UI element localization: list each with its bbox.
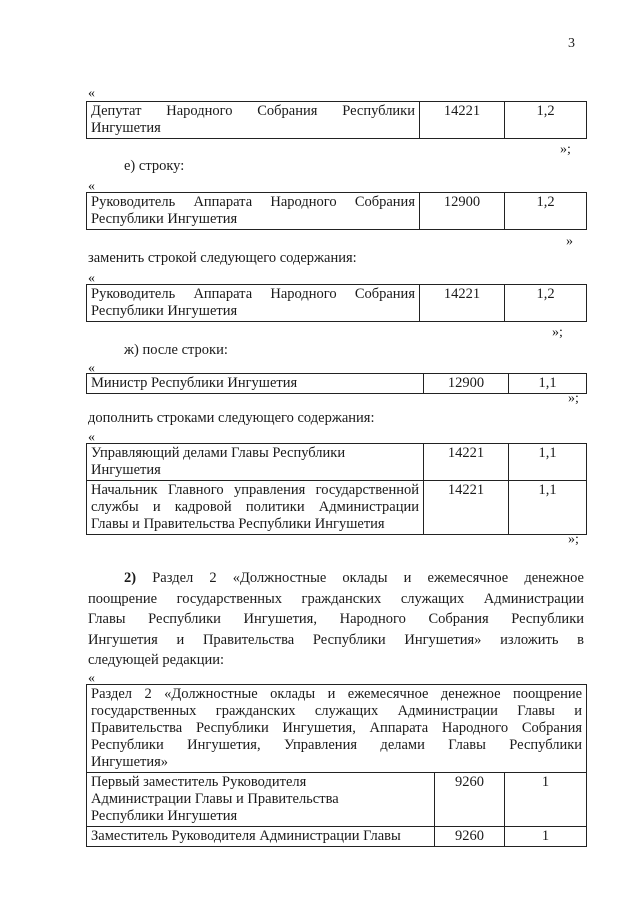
salary-cell: 12900 (420, 193, 505, 230)
position-title-line: Республики Ингушетия (91, 303, 238, 319)
table-deputy-old (86, 101, 587, 139)
table-row (87, 773, 587, 827)
table-row (87, 827, 587, 847)
position-title-line: Республики Ингушетия (91, 211, 238, 227)
position-title (87, 285, 420, 322)
table-row (87, 102, 587, 139)
header-line: Ингушетия» (91, 754, 169, 770)
position-title-line: Ингушетия (91, 462, 161, 478)
position-title-line: Первый заместитель Руководителя (91, 774, 307, 790)
paragraph-line: следующей редакции: (88, 652, 225, 668)
clause-label: е) строку: (124, 158, 185, 174)
header-line: Раздел 2 «Должностные оклады и ежемесячное денежное поощрение (91, 686, 583, 702)
coefficient-cell: 1,1 (509, 374, 587, 394)
paragraph-line: Ингушетия и Правительства Республики Ингушетия» изложить в (88, 631, 584, 648)
open-quote: « (88, 179, 95, 194)
position-title-line: Главы и Правительства Республики Ингушетия (91, 516, 385, 532)
position-title-line: службы и кадровой политики Администрации (91, 499, 419, 515)
position-title-line: Ингушетия (91, 120, 161, 136)
item-number: 2) (124, 570, 137, 586)
header-line: государственных гражданских служащих Администрации Главы и (91, 703, 583, 719)
table-row (87, 481, 587, 535)
coefficient-cell: 1,1 (509, 481, 587, 535)
close-quote: »; (552, 325, 563, 340)
close-quote: »; (568, 391, 579, 406)
open-quote: « (88, 671, 95, 686)
clause-label: дополнить строками следующего содержания: (88, 410, 375, 426)
paragraph-line: 2) Раздел 2 «Должностные оклады и ежемесячное денежное (124, 570, 584, 586)
header-line: Республики Ингушетия, Управления делами Главы Республики (91, 737, 583, 753)
clause-label: заменить строкой следующего содержания: (88, 250, 357, 266)
paragraph-line: поощрение государственных гражданских служащих Администрации (88, 590, 584, 607)
salary-cell: 14221 (420, 102, 505, 139)
close-quote: » (566, 234, 573, 249)
position-title: Министр Республики Ингушетия (87, 374, 424, 394)
table-row (87, 285, 587, 322)
open-quote: « (88, 430, 95, 445)
salary-cell: 9260 (435, 773, 505, 827)
open-quote: « (88, 271, 95, 286)
section-2-paragraph (88, 568, 584, 671)
table-minister (86, 373, 587, 394)
table-added-rows (86, 443, 587, 535)
section-header-row (87, 685, 587, 773)
page-number: 3 (568, 36, 575, 51)
coefficient-cell: 1 (505, 773, 587, 827)
salary-cell: 12900 (424, 374, 509, 394)
salary-cell: 14221 (424, 444, 509, 481)
salary-cell: 14221 (424, 481, 509, 535)
open-quote: « (88, 86, 95, 101)
salary-cell: 14221 (420, 285, 505, 322)
position-title-line: Администрации Главы и Правительства (91, 791, 339, 807)
open-quote: « (88, 361, 95, 376)
table-head-apparatus-new (86, 284, 587, 322)
coefficient-cell: 1 (505, 827, 587, 847)
position-title-line: Руководитель Аппарата Народного Собрания (91, 286, 415, 302)
table-head-apparatus-old (86, 192, 587, 230)
position-title-line: Начальник Главного управления государственной (91, 482, 419, 498)
position-title-line: Руководитель Аппарата Народного Собрания (91, 194, 415, 210)
table-row (87, 444, 587, 481)
position-title (87, 481, 424, 535)
close-quote: »; (560, 142, 571, 157)
coefficient-cell: 1,2 (505, 102, 587, 139)
header-line: Правительства Республики Ингушетия, Аппарата Народного Собрания (91, 720, 583, 736)
position-title (87, 193, 420, 230)
position-title: Заместитель Руководителя Администрации Главы (87, 827, 435, 847)
position-title (87, 773, 435, 827)
coefficient-cell: 1,1 (509, 444, 587, 481)
position-title-line: Управляющий делами Главы Республики (91, 445, 346, 461)
table-section-2 (86, 684, 587, 847)
table-row (87, 193, 587, 230)
table-row (87, 374, 587, 394)
position-title-line: Республики Ингушетия (91, 808, 238, 824)
paragraph-line: Главы Республики Ингушетия, Народного Собрания Республики (88, 611, 584, 627)
position-title (87, 444, 424, 481)
position-title-line: Депутат Народного Собрания Республики (91, 103, 415, 119)
clause-label: ж) после строки: (124, 342, 228, 358)
coefficient-cell: 1,2 (505, 285, 587, 322)
coefficient-cell: 1,2 (505, 193, 587, 230)
close-quote: »; (568, 532, 579, 547)
section-header-cell (87, 685, 587, 773)
position-title (87, 102, 420, 139)
salary-cell: 9260 (435, 827, 505, 847)
